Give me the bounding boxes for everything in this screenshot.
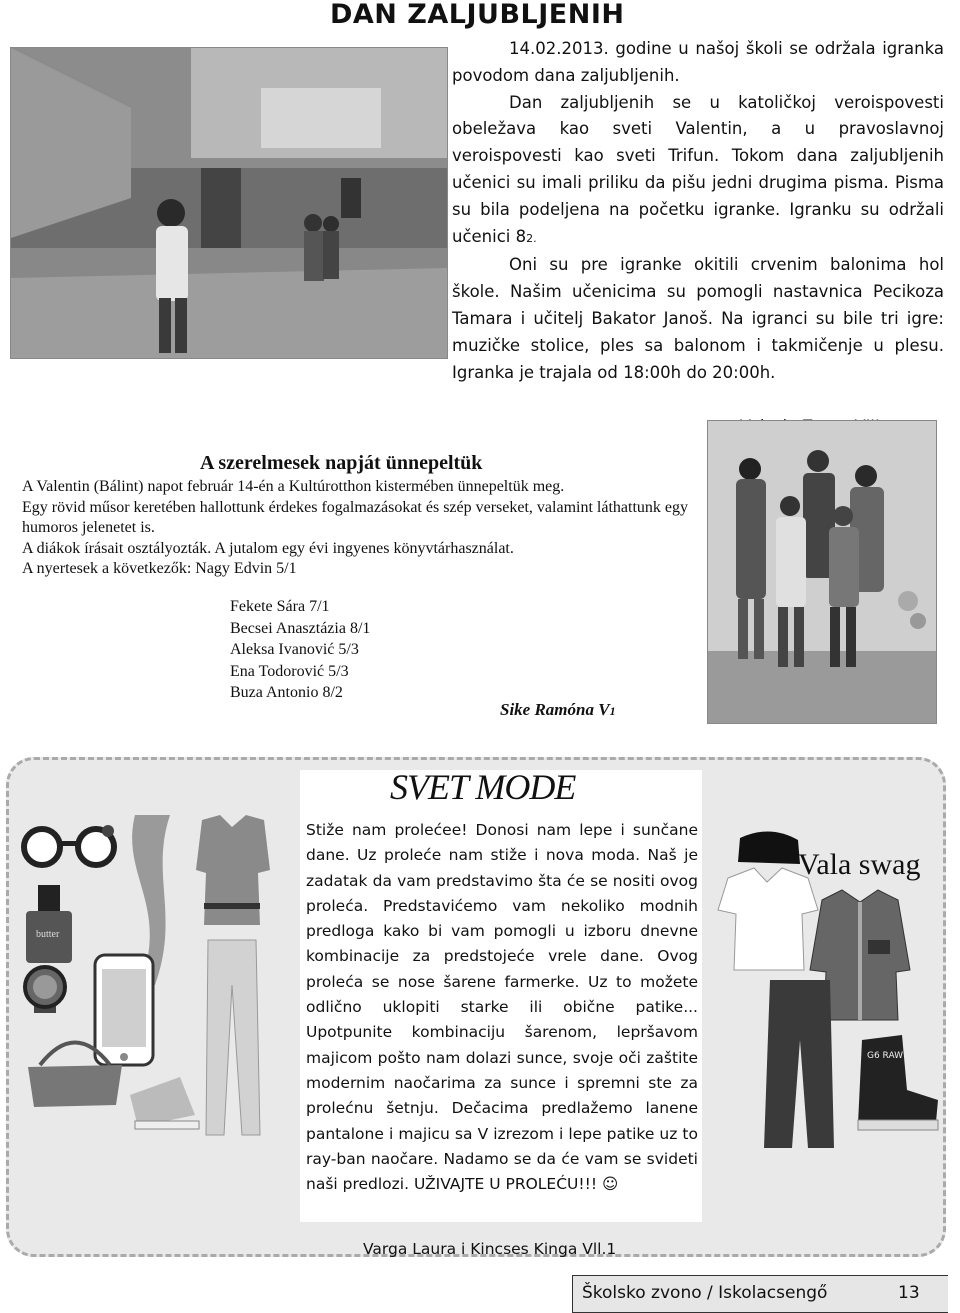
winner-item: Ena Todorović 5/3: [230, 662, 349, 680]
article-text-szerelmesek: [22, 477, 702, 580]
girls-fashion-illustration: [20, 815, 295, 1145]
article-title-szerelmesek: A szerelmesek napját ünnepeltük: [200, 452, 483, 474]
phone-icon: [95, 955, 153, 1065]
winner-item: Aleksa Ivanović 5/3: [230, 641, 359, 658]
nail-polish-icon: [26, 885, 72, 963]
shoe-label: G6 RAW: [867, 1051, 904, 1061]
dance-event-illustration: [11, 48, 447, 358]
article-text-dan-zaljubljenih: [452, 36, 944, 386]
sunglasses-icon: [24, 825, 114, 865]
article-title-dan-zaljubljenih: DAN ZALJUBLJENIH: [330, 0, 625, 30]
watch-icon: [25, 967, 65, 1013]
article-title-svet-mode: SVET MODE: [390, 767, 576, 807]
paragraph: A diákok írásait osztályozták. A jutalom egy évi ingyenes könyvtárhasználat.: [22, 539, 514, 557]
page-number: 13: [898, 1283, 920, 1303]
article-text-svet-mode: [306, 818, 698, 1197]
winner-item: Becsei Anasztázia 8/1: [230, 619, 371, 637]
vala-swag-label: Vala swag: [798, 848, 921, 881]
jeans-icon: [206, 940, 260, 1135]
paragraph: [452, 90, 944, 253]
article-author: Varga Laura i Kincses Kinga Vll.1: [363, 1240, 617, 1258]
girls-fashion-collage: [20, 815, 295, 1145]
class-subscript: 2: [526, 231, 534, 245]
class-subscript-end: .: [533, 231, 537, 245]
paragraph: Stiže nam prolećee! Donosi nam lepe i sunčane dane. Uz proleće nam stiže i nova moda. Naš je zadatak da vam predstavimo šta će se nositi ovog proleća. Predstavićemo vam nekoliko modnih predloga kako bi vam pomogli u izboru dnevne kombinacije za predstojeće vrele dane. Ovog proleća se nose šarene farmerke. Uz to možete odlično uklopiti starke ili obične patike... Upotpunite kombinaciju šarenom, lepršavom majicom pošto nam dolazi sunce, svoje oči zaštite modernim naočarima za sunce i spremni ste za prolećnu šetnju. Dečacima predlažemo lanene pantalone i majicu sa V izrezom i lepe patike uz to ray-ban naočare. Nadamo se da će vam se svideti naši predlozi. UŽIVAJTE U PROLEĆU!!! ☺: [306, 821, 698, 1194]
cap-icon: [738, 831, 800, 864]
dance-event-photo: [10, 47, 448, 359]
high-top-sneaker-icon: [858, 1035, 938, 1130]
winners-group-photo: [707, 420, 937, 724]
paragraph: A Valentin (Bálint) napot február 14-én a Kultúrotthon kistermében ünnepeltük meg.: [22, 478, 565, 495]
footer-publication-name: Školsko zvono / Iskolacsengő: [582, 1283, 828, 1303]
paragraph-text: Dan zaljubljenih se u katoličkoj veroispovesti obeležava kao sveti Valentin, a u pravoslavnoj veroispovesti kao sveti Trifun. Tokom dana zaljubljenih učenici su imali priliku da pišu jedni drugima pisma. Pisma su bila podeljena na početku igranke. Igranku su održali učenici 8: [452, 92, 944, 246]
pants-icon: [764, 980, 834, 1148]
tshirt-icon: [718, 868, 818, 970]
paragraph: 14.02.2013. godine u našoj školi se održala igranka povodom dana zaljubljenih.: [452, 39, 944, 85]
paragraph: Oni su pre igranke okitili crvenim balonima hol škole. Našim učenicima su pomogli nastavnica Pecikoza Tamara i učitelj Bakator Janoš. Na igranci su bile tri igre: muzičke stolice, ples sa balonom i takmičenje u plesu. Igranka je trajala od 18:00h do 20:00h.: [452, 255, 944, 382]
winner-item: Buza Antonio 8/2: [230, 684, 343, 701]
winners-list: [230, 596, 370, 704]
author-name: Sike Ramóna V: [500, 700, 610, 719]
top-icon: [196, 815, 270, 925]
article-author: [500, 700, 616, 720]
winner-item: Fekete Sára 7/1: [230, 598, 330, 615]
sneakers-icon: [130, 1077, 199, 1129]
group-photo-illustration: [708, 421, 936, 723]
paragraph: Egy rövid műsor keretében hallottunk érdekes fogalmazásokat és szép verseket, valamint láthattunk egy humoros jelenetet is.: [22, 498, 688, 536]
paragraph: A nyertesek a következők: Nagy Edvin 5/1: [22, 560, 297, 577]
nail-polish-label: butter: [36, 929, 60, 940]
author-subscript: 1: [609, 704, 616, 718]
